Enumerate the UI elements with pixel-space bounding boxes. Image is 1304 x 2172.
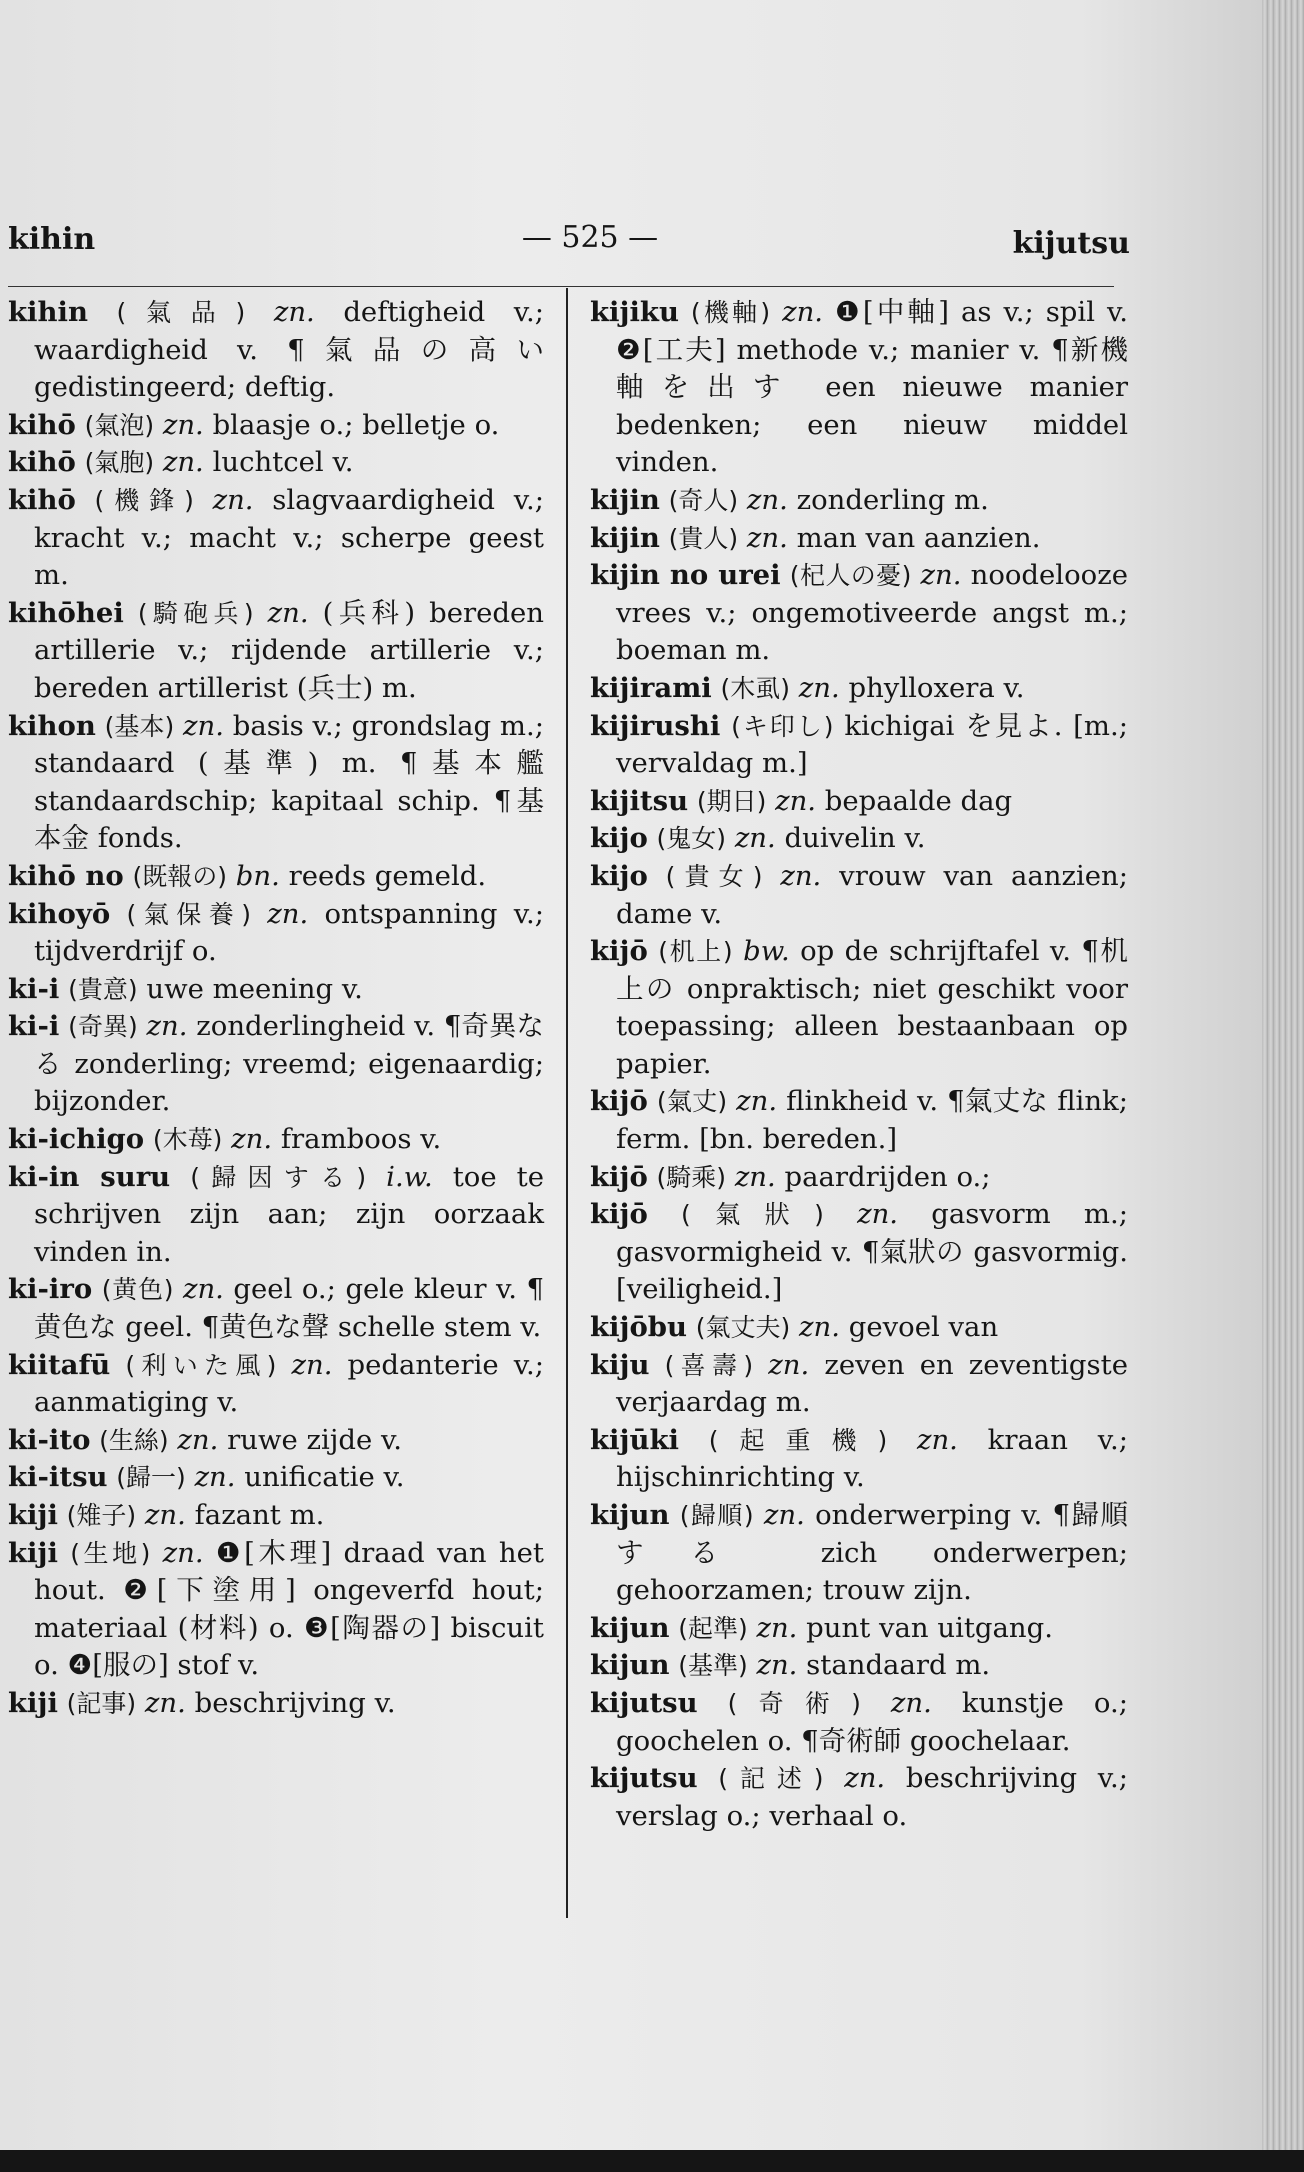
dictionary-entry — [8, 896, 544, 971]
entry-kanji: (鬼女) — [656, 824, 727, 854]
entry-kanji: (喜壽) — [664, 1350, 754, 1380]
entry-kanji: (起準) — [678, 1613, 748, 1643]
entry-kanji: (期日) — [696, 786, 767, 816]
entry-headword: kijō — [590, 935, 648, 968]
entry-headword: kijun — [590, 1611, 670, 1644]
entry-kanji: (歸順) — [679, 1501, 754, 1530]
entry-headword: kijirami — [590, 671, 712, 704]
entry-headword: kihō — [8, 483, 76, 516]
entry-kanji: (氣胞) — [84, 448, 155, 478]
dictionary-entry — [590, 1497, 1128, 1610]
dictionary-entry — [8, 1008, 544, 1121]
dictionary-entry — [590, 858, 1128, 933]
entry-kanji: (キ印し) — [731, 711, 834, 741]
entry-definition: beschrijving v.; verslag o.; verhaal o. — [616, 1762, 1129, 1832]
entry-part-of-speech: i.w. — [386, 1160, 433, 1193]
entry-headword: kijō — [590, 1160, 648, 1193]
dictionary-entry — [590, 520, 1128, 558]
entry-headword: kijutsu — [590, 1686, 698, 1719]
dictionary-entry — [8, 1535, 544, 1685]
header-rule — [8, 286, 1114, 287]
dictionary-entry — [8, 1422, 544, 1460]
entry-part-of-speech: zn. — [756, 1649, 798, 1682]
entry-definition: beschrijving v. — [194, 1686, 396, 1719]
entry-kanji: (貴人) — [668, 523, 739, 553]
dictionary-entry — [8, 1459, 544, 1497]
entry-headword: kijun — [590, 1499, 670, 1531]
entry-kanji: (既報の) — [132, 861, 228, 891]
entry-definition: ontspanning v.; tijdverdrijf o. — [34, 897, 544, 968]
entry-part-of-speech: zn. — [768, 1348, 810, 1381]
entry-kanji: (生地) — [70, 1538, 151, 1568]
entry-definition: punt van uitgang. — [806, 1611, 1053, 1644]
entry-kanji: (機鋒) — [94, 485, 194, 515]
dictionary-entry — [590, 482, 1128, 520]
entry-headword: kijin — [590, 521, 660, 554]
entry-part-of-speech: zn. — [734, 1160, 776, 1193]
entry-part-of-speech: zn. — [920, 559, 962, 592]
entry-definition: toe te schrijven zijn aan; zijn oorzaak vinden in. — [34, 1160, 544, 1268]
entry-kanji: (記事) — [66, 1688, 137, 1718]
dictionary-entry — [8, 1347, 544, 1422]
entry-kanji: (奇異) — [68, 1012, 138, 1042]
entry-kanji: (木虱) — [720, 673, 791, 703]
entry-headword: kihin — [8, 296, 88, 328]
entry-definition: pedanterie v.; aanmatiging v. — [34, 1348, 544, 1419]
dictionary-entry — [590, 1196, 1128, 1309]
dictionary-entry — [590, 1610, 1128, 1648]
entry-headword: kijin — [590, 483, 660, 516]
entry-part-of-speech: bn. — [235, 859, 280, 892]
entry-definition: slagvaardigheid v.; kracht v.; macht v.; scherpe geest m. — [34, 483, 545, 592]
entry-headword: ki-i — [8, 972, 60, 1005]
dictionary-entry — [8, 1121, 544, 1159]
entry-part-of-speech: zn. — [183, 709, 224, 742]
entry-kanji: (氣保養) — [126, 899, 252, 929]
entry-definition: phylloxera v. — [848, 671, 1025, 704]
entry-part-of-speech: zn. — [734, 822, 776, 855]
entry-headword: kihon — [8, 709, 96, 742]
entry-definition: uwe meening v. — [146, 972, 363, 1005]
dictionary-entry — [8, 1271, 544, 1346]
right-column — [590, 294, 1128, 1835]
entry-headword: kiju — [590, 1348, 650, 1381]
entry-headword: kijō — [590, 1085, 648, 1118]
entry-headword: kiji — [8, 1536, 58, 1569]
entry-definition: duivelin v. — [784, 822, 926, 855]
entry-headword: kijūki — [590, 1423, 679, 1456]
entry-part-of-speech: zn. — [799, 1311, 840, 1344]
entry-definition: flinkheid v. ¶氣丈な flink; ferm. [bn. bereden.] — [616, 1085, 1128, 1156]
entry-kanji: (記述) — [718, 1764, 824, 1794]
entry-headword: kijo — [590, 859, 648, 892]
entry-headword: kihō — [8, 446, 76, 479]
entry-definition: standaard m. — [806, 1649, 991, 1682]
entry-part-of-speech: zn. — [857, 1198, 899, 1231]
entry-headword: ki-itsu — [8, 1461, 108, 1494]
entry-definition: blaasje o.; belletje o. — [212, 408, 500, 441]
guide-word-left: kihin — [8, 222, 96, 257]
entry-definition: gevoel van — [848, 1311, 999, 1344]
entry-part-of-speech: zn. — [231, 1123, 273, 1156]
entry-part-of-speech: zn. — [780, 859, 822, 892]
dictionary-entry — [590, 708, 1128, 783]
page-edge-stack — [1262, 0, 1304, 2150]
dictionary-entry — [590, 1159, 1128, 1197]
dictionary-entry — [590, 820, 1128, 858]
dictionary-entry — [8, 407, 544, 445]
entry-headword: kihōhei — [8, 596, 124, 629]
entry-headword: kijitsu — [590, 784, 689, 817]
entry-part-of-speech: zn. — [756, 1611, 798, 1644]
entry-part-of-speech: zn. — [146, 1010, 188, 1043]
entry-part-of-speech: zn. — [267, 897, 309, 930]
entry-kanji: (生絲) — [99, 1425, 169, 1455]
entry-headword: kijiku — [590, 296, 679, 328]
entry-part-of-speech: zn. — [916, 1423, 958, 1456]
entry-definition: geel o.; gele kleur v. ¶黄色な geel. ¶黄色な聲 schelle stem v. — [34, 1273, 544, 1344]
entry-definition: onderwerping v. ¶歸順する zich onderwerpen; gehoorzamen; trouw zijn. — [616, 1499, 1128, 1607]
entry-kanji: (基本) — [104, 711, 175, 741]
dictionary-entry — [590, 1083, 1128, 1158]
guide-word-right: kijutsu — [1012, 226, 1130, 261]
entry-headword: kijun — [590, 1649, 670, 1682]
entry-headword: kijin no urei — [590, 559, 781, 592]
entry-kanji: (氣泡) — [84, 410, 155, 440]
dictionary-entry — [8, 1497, 544, 1535]
entry-headword: ki-i — [8, 1010, 60, 1043]
dictionary-entry — [590, 670, 1128, 708]
entry-definition: ❶[中軸] as v.; spil v. ❷[工夫] methode v.; manier v. ¶新機軸を出す een nieuwe manier bedenken; een nieuw middel vinden. — [616, 296, 1128, 479]
entry-kanji: (歸一) — [116, 1463, 186, 1493]
dictionary-entry — [590, 1647, 1128, 1685]
entry-kanji: (基準) — [678, 1651, 748, 1681]
entry-definition: gasvorm m.; gasvormigheid v. ¶氣狀の gasvormig. [veiligheid.] — [616, 1198, 1128, 1306]
dictionary-entry — [590, 1422, 1128, 1497]
entry-kanji: (氣丈) — [656, 1087, 728, 1117]
entry-part-of-speech: zn. — [162, 1536, 204, 1569]
entry-definition: ruwe zijde v. — [227, 1423, 402, 1456]
page-header — [0, 218, 1130, 268]
entry-part-of-speech: zn. — [782, 296, 824, 328]
entry-kanji: (氣品) — [116, 298, 246, 327]
entry-headword: kijo — [590, 822, 648, 855]
entry-kanji: (騎砲兵) — [137, 598, 254, 628]
dictionary-entry — [8, 595, 544, 708]
entry-definition: framboos v. — [280, 1123, 442, 1156]
entry-kanji: (氣狀) — [681, 1200, 824, 1230]
entry-definition: zonderling m. — [796, 483, 989, 516]
entry-definition: ❶[木理] draad van het hout. ❷[下塗用] ongeverfd hout; materiaal (材料) o. ❸[陶器の] biscuit o. ❹[服の] stof v. — [34, 1536, 544, 1682]
dictionary-entry — [8, 294, 544, 407]
entry-headword: kihō — [8, 408, 76, 441]
entry-definition: noodelooze vrees v.; ongemotiveerde angst m.; boeman m. — [616, 559, 1128, 667]
entry-definition: reeds gemeld. — [288, 859, 487, 892]
entry-headword: kijirushi — [590, 709, 721, 742]
entry-definition: unificatie v. — [244, 1461, 405, 1494]
entry-definition: deftigheid v.; waardigheid v. ¶氣品の高い gedistingeerd; deftig. — [34, 296, 545, 404]
entry-part-of-speech: zn. — [162, 446, 204, 479]
entry-part-of-speech: zn. — [291, 1348, 333, 1381]
dictionary-entry — [590, 1309, 1128, 1347]
entry-definition: luchtcel v. — [212, 446, 354, 479]
bottom-shadow — [0, 2150, 1304, 2172]
entry-part-of-speech: zn. — [775, 784, 817, 817]
entry-kanji: (黄色) — [101, 1275, 174, 1305]
entry-headword: kijō — [590, 1198, 648, 1231]
entry-headword: kihoyō — [8, 897, 111, 930]
dictionary-entry — [590, 1347, 1128, 1422]
entry-part-of-speech: zn. — [844, 1762, 886, 1795]
entry-part-of-speech: zn. — [267, 596, 309, 629]
entry-part-of-speech: bw. — [743, 935, 790, 968]
dictionary-entry — [590, 933, 1128, 1083]
entry-headword: ki-iro — [8, 1273, 93, 1306]
dictionary-entry — [590, 783, 1128, 821]
dictionary-entry — [8, 482, 544, 595]
entry-definition: paardrijden o.; — [784, 1160, 991, 1193]
entry-definition: zeven en zeventigste verjaardag m. — [616, 1348, 1128, 1419]
entry-part-of-speech: zn. — [746, 483, 788, 516]
entry-kanji: (杞人の憂) — [789, 561, 912, 591]
entry-headword: kihō no — [8, 859, 124, 892]
entry-definition: fazant m. — [194, 1499, 325, 1531]
entry-headword: ki-ito — [8, 1423, 91, 1456]
entry-kanji: (机上) — [658, 937, 733, 967]
entry-kanji: (貴女) — [665, 861, 763, 891]
entry-definition: zonderlingheid v. ¶奇異なる zonderling; vreemd; eigenaardig; bijzonder. — [34, 1010, 544, 1118]
entry-part-of-speech: zn. — [736, 1085, 778, 1118]
entry-part-of-speech: zn. — [144, 1686, 186, 1719]
dictionary-entry — [8, 1159, 544, 1272]
entry-definition: kunstje o.; goochelen o. ¶奇術師 goochelaar. — [616, 1686, 1128, 1757]
entry-part-of-speech: zn. — [798, 671, 840, 704]
entry-headword: kijōbu — [590, 1311, 688, 1344]
entry-part-of-speech: zn. — [194, 1461, 236, 1494]
entry-kanji: (起重機) — [708, 1425, 888, 1455]
dictionary-entry — [590, 1760, 1128, 1835]
entry-kanji: (機軸) — [690, 298, 771, 327]
entry-definition: bepaalde dag — [824, 784, 1013, 817]
dictionary-entry — [8, 444, 544, 482]
entry-definition: basis v.; grondslag m.; standaard (基準) m. ¶基本艦 standaardschip; kapitaal schip. ¶基本金 fonds. — [34, 709, 544, 855]
entry-definition: kraan v.; hijschinrichting v. — [616, 1423, 1128, 1494]
entry-part-of-speech: zn. — [162, 408, 204, 441]
entry-kanji: (氣丈夫) — [695, 1313, 791, 1343]
entry-part-of-speech: zn. — [177, 1423, 219, 1456]
entry-part-of-speech: zn. — [763, 1499, 805, 1531]
entry-definition: kichigai を見よ. [m.; vervaldag m.] — [616, 709, 1128, 780]
entry-part-of-speech: zn. — [890, 1686, 932, 1719]
entry-kanji: (雉子) — [66, 1501, 137, 1530]
entry-headword: kiji — [8, 1686, 58, 1719]
entry-headword: kiitafū — [8, 1348, 111, 1381]
entry-headword: kijutsu — [590, 1762, 698, 1795]
entry-definition: op de schrijftafel v. ¶机上の onpraktisch; niet geschikt voor toepassing; alleen bestaanbaan op papier. — [616, 935, 1128, 1080]
entry-part-of-speech: zn. — [746, 521, 788, 554]
entry-kanji: (騎乘) — [656, 1162, 727, 1192]
entry-definition: man van aanzien. — [796, 521, 1041, 554]
dictionary-entry — [590, 294, 1128, 482]
entry-kanji: (奇術) — [727, 1688, 861, 1718]
entry-part-of-speech: zn. — [212, 483, 254, 516]
entry-kanji: (貴意) — [68, 974, 138, 1004]
dictionary-entry — [8, 858, 544, 896]
dictionary-entry — [8, 708, 544, 858]
entry-kanji: (歸因する) — [190, 1162, 367, 1192]
entry-kanji: (利いた風) — [125, 1350, 277, 1380]
dictionary-entry — [590, 557, 1128, 670]
entry-kanji: (奇人) — [668, 485, 739, 515]
entry-part-of-speech: zn. — [273, 296, 315, 328]
left-column — [8, 294, 544, 1723]
entry-headword: ki-in suru — [8, 1160, 171, 1193]
entry-kanji: (木苺) — [152, 1125, 223, 1155]
entry-part-of-speech: zn. — [144, 1499, 186, 1531]
entry-headword: ki-ichigo — [8, 1123, 145, 1156]
page-number: — 525 — — [521, 220, 659, 255]
entry-part-of-speech: zn. — [182, 1273, 224, 1306]
dictionary-entry — [590, 1685, 1128, 1760]
column-divider — [566, 288, 568, 1918]
dictionary-entry — [8, 971, 544, 1009]
entry-definition: vrouw van aanzien; dame v. — [616, 859, 1129, 930]
dictionary-entry — [8, 1685, 544, 1723]
entry-definition: (兵科) bereden artillerie v.; rijdende artillerie v.; bereden artillerist (兵士) m. — [34, 596, 544, 704]
entry-headword: kiji — [8, 1499, 58, 1531]
